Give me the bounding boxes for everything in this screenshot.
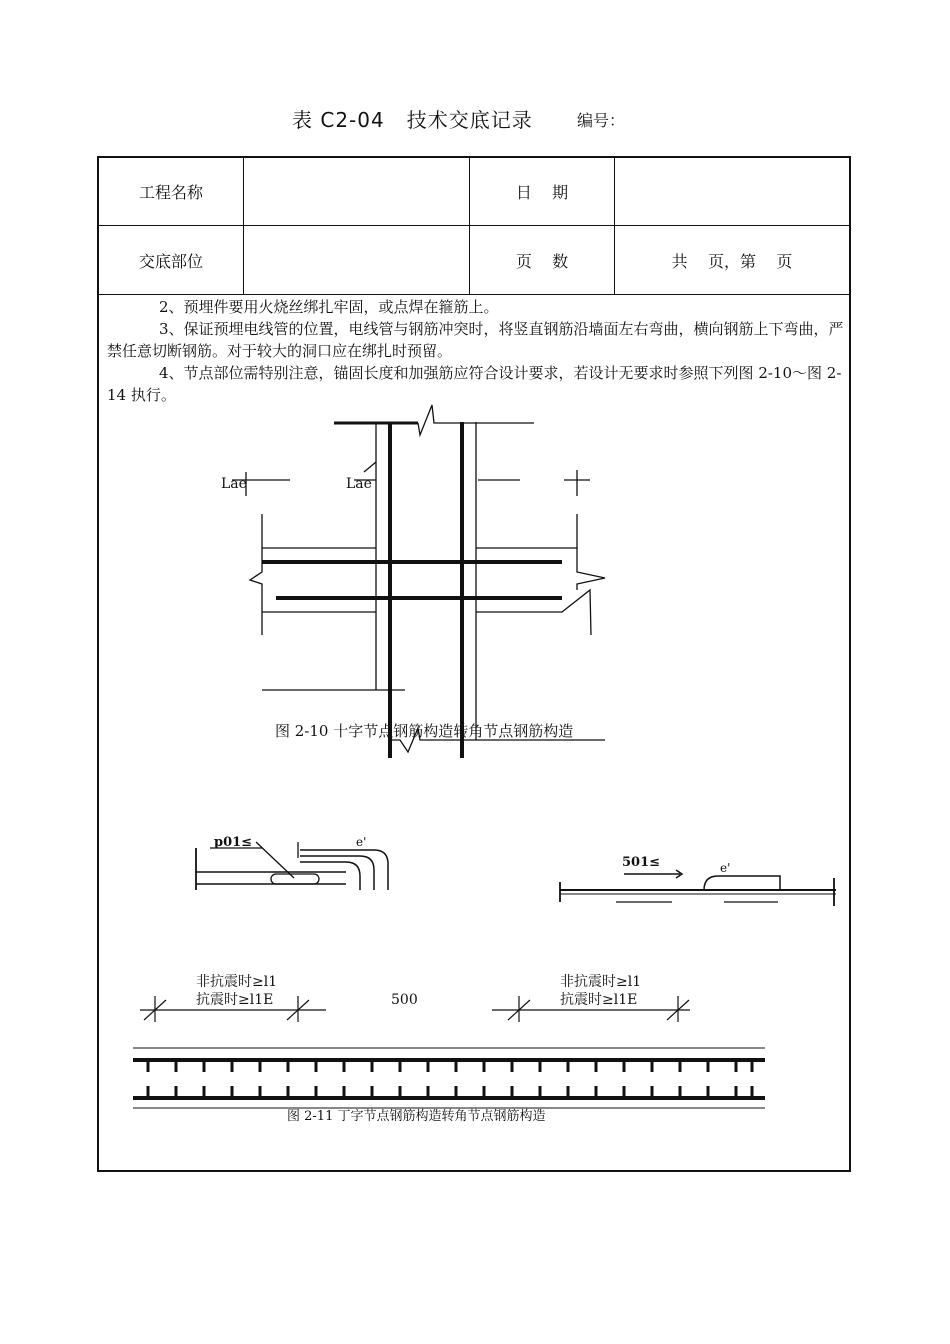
weld-length-right: 501≤	[622, 855, 661, 870]
content-paragraph-4: 4、节点部位需特别注意，锚固长度和加强筋应符合设计要求，若设计无要求时参照下列图 2-10～图 2-14 执行。	[107, 364, 842, 404]
date-label: 日 期	[515, 183, 569, 202]
right-note-non-seismic: 非抗震时≥l1	[560, 974, 642, 990]
weld-length-left: p01≤	[214, 835, 253, 850]
spacing-value: 500	[391, 992, 418, 1008]
pages-label: 页 数	[515, 251, 569, 271]
page-title: 表 C2-04 技术交底记录	[292, 108, 533, 132]
weld-dim-right: e'	[720, 861, 731, 875]
pages-value[interactable]: 共 页，第 页	[671, 251, 793, 271]
right-note-seismic: 抗震时≥l1E	[560, 992, 638, 1008]
figure-2-10-drawing	[232, 405, 605, 758]
wall-rebar-elevation	[133, 1048, 765, 1108]
left-note-seismic: 抗震时≥l1E	[196, 992, 274, 1008]
figure-2-11-caption: 图 2-11 丁字节点钢筋构造转角节点钢筋构造	[287, 1109, 546, 1124]
left-note-non-seismic: 非抗震时≥l1	[196, 974, 278, 990]
lae-label-left: Lae	[221, 476, 247, 492]
content-paragraph-3: 3、保证预埋电线管的位置，电线管与钢筋冲突时，将竖直钢筋沿墙面左右弯曲，横向钢筋上下弯曲，严禁任意切断钢筋。对于较大的洞口应在绑扎时预留。	[107, 320, 844, 360]
location-label: 交底部位	[138, 251, 203, 271]
project-name-label: 工程名称	[138, 183, 203, 202]
lae-label-right: Lae	[346, 476, 372, 492]
weld-dim-left: e'	[356, 835, 367, 849]
serial-number-label: 编号：	[577, 111, 626, 130]
lap-weld-detail-right	[560, 870, 836, 906]
figure-2-10-caption: 图 2-10 十字节点钢筋构造转角节点钢筋构造	[275, 722, 574, 740]
content-paragraph-2: 2、预埋件要用火烧丝绑扎牢固，或点焊在箍筋上。	[159, 298, 499, 316]
